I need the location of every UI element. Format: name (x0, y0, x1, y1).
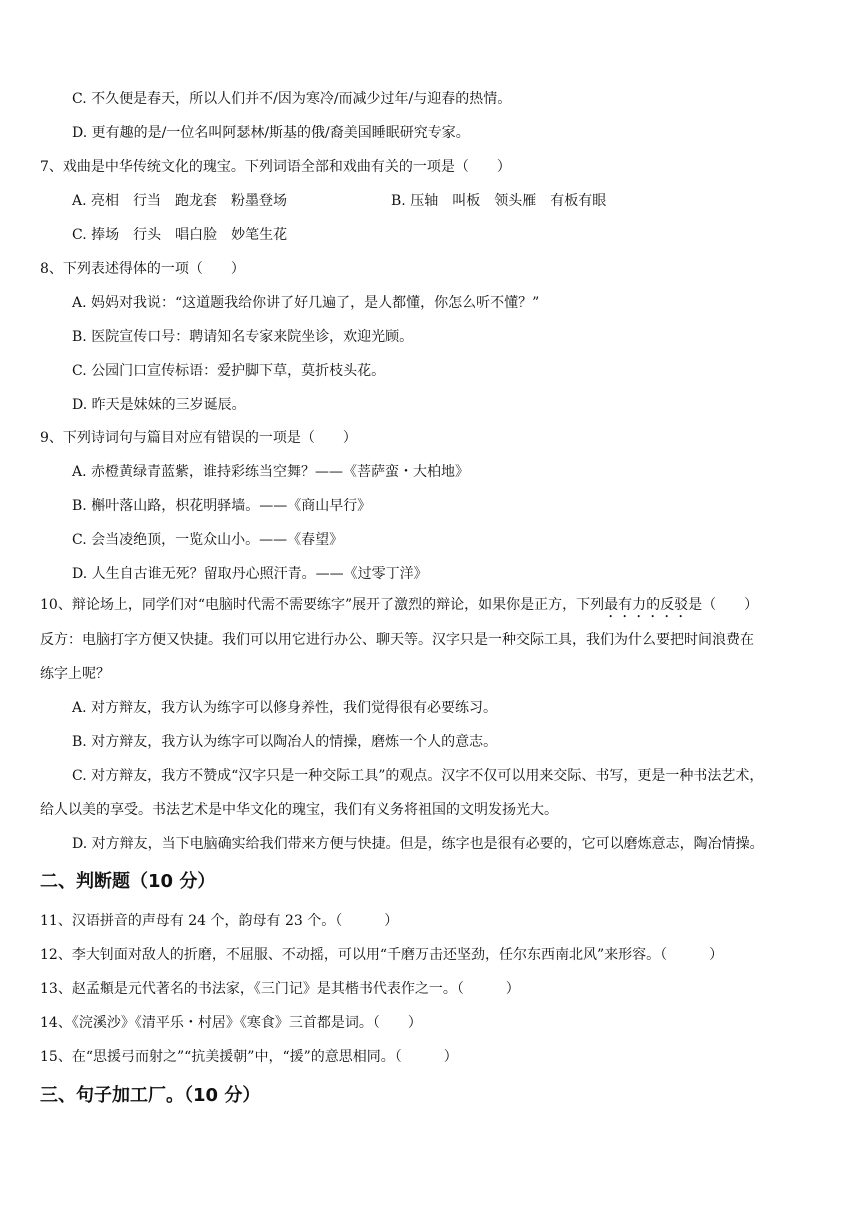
question-12: 12、李大钊面对敌人的折磨，不屈服、不动摇，可以用“千磨万击还坚劲，任尔东西南北风”来形容。（ ） (40, 947, 724, 963)
q10-option-c-line-2: 给人以美的享受。书法艺术是中华文化的瑰宝，我们有义务将祖国的文明发扬光大。 (40, 802, 558, 818)
q10-stem-pre: 10、辩论场上，同学们对“电脑时代需不需要练字”展开了激烈的辩论，如果你是正方，下列 (40, 597, 605, 613)
q7-option-b: B. 压轴 叫板 领头雁 有板有眼 (391, 193, 607, 209)
q8-option-b: B. 医院宣传口号：聘请知名专家来院坐诊，欢迎光顾。 (72, 329, 414, 345)
q6-option-c: C. 不久便是春天，所以人们并不/因为寒冷/而减少过年/与迎春的热情。 (72, 91, 512, 107)
q10-stem (40, 595, 758, 621)
q9-option-c: C. 会当凌绝顶，一览众山小。——《春望》 (72, 532, 344, 548)
q9-stem: 9、下列诗词句与篇目对应有错误的一项是（ ） (40, 430, 357, 446)
question-15: 15、在“思援弓而射之”“抗美援朝”中，“援”的意思相同。（ ） (40, 1049, 458, 1065)
q6-option-d: D. 更有趣的是/一位名叫阿瑟林/斯基的俄/裔美国睡眠研究专家。 (72, 125, 470, 141)
section-2-heading: 二、判断题（10 分） (40, 871, 216, 892)
q7-option-c: C. 捧场 行头 唱白脸 妙笔生花 (72, 227, 288, 243)
q9-option-b: B. 槲叶落山路，枳花明驿墙。——《商山早行》 (72, 498, 372, 514)
q10-context-line-2: 练字上呢？ (40, 666, 110, 682)
section-3-heading: 三、句子加工厂。（10 分） (40, 1085, 261, 1106)
q8-option-c: C. 公园门口宣传标语：爱护脚下草，莫折枝头花。 (72, 363, 386, 379)
question-11: 11、汉语拼音的声母有 24 个，韵母有 23 个。（ ） (40, 913, 399, 929)
q7-option-a: A. 亮相 行当 跑龙套 粉墨登场 (72, 193, 288, 209)
q10-option-c-line-1: C. 对方辩友，我方不赞成“汉字只是一种交际工具”的观点。汉字不仅可以用来交际、书写，更是一种书法艺术， (72, 768, 764, 784)
q10-option-b: B. 对方辩友，我方认为练字可以陶冶人的情操，磨炼一个人的意志。 (72, 734, 498, 750)
q10-stem-post: 是（ ） (688, 597, 759, 613)
q8-option-a: A. 妈妈对我说：“这道题我给你讲了好几遍了，是人都懂，你怎么听不懂？” (72, 295, 540, 311)
q10-option-d: D. 对方辩友，当下电脑确实给我们带来方便与快捷。但是，练字也是很有必要的，它可以磨炼意志，陶冶情操。 (72, 836, 764, 852)
q8-stem: 8、下列表述得体的一项（ ） (40, 261, 245, 277)
q10-context-line-1: 反方：电脑打字方便又快捷。我们可以用它进行办公、聊天等。汉字只是一种交际工具，我们为什么要把时间浪费在 (40, 632, 754, 648)
q9-option-d: D. 人生自古谁无死？留取丹心照汗青。——《过零丁洋》 (72, 566, 428, 582)
q10-stem-emphasis: 最有力的反驳 (604, 597, 689, 613)
question-14: 14、《浣溪沙》《清平乐・村居》《寒食》三首都是词。（ ） (40, 1015, 422, 1031)
q10-option-a: A. 对方辩友，我方认为练字可以修身养性，我们觉得很有必要练习。 (72, 700, 498, 716)
q7-stem: 7、戏曲是中华传统文化的瑰宝。下列词语全部和戏曲有关的一项是（ ） (40, 159, 511, 175)
q9-option-a: A. 赤橙黄绿青蓝紫，谁持彩练当空舞？——《菩萨蛮・大柏地》 (72, 464, 470, 480)
q8-option-d: D. 昨天是妹妹的三岁诞辰。 (72, 397, 246, 413)
question-13: 13、赵孟頫是元代著名的书法家，《三门记》是其楷书代表作之一。（ ） (40, 981, 520, 997)
